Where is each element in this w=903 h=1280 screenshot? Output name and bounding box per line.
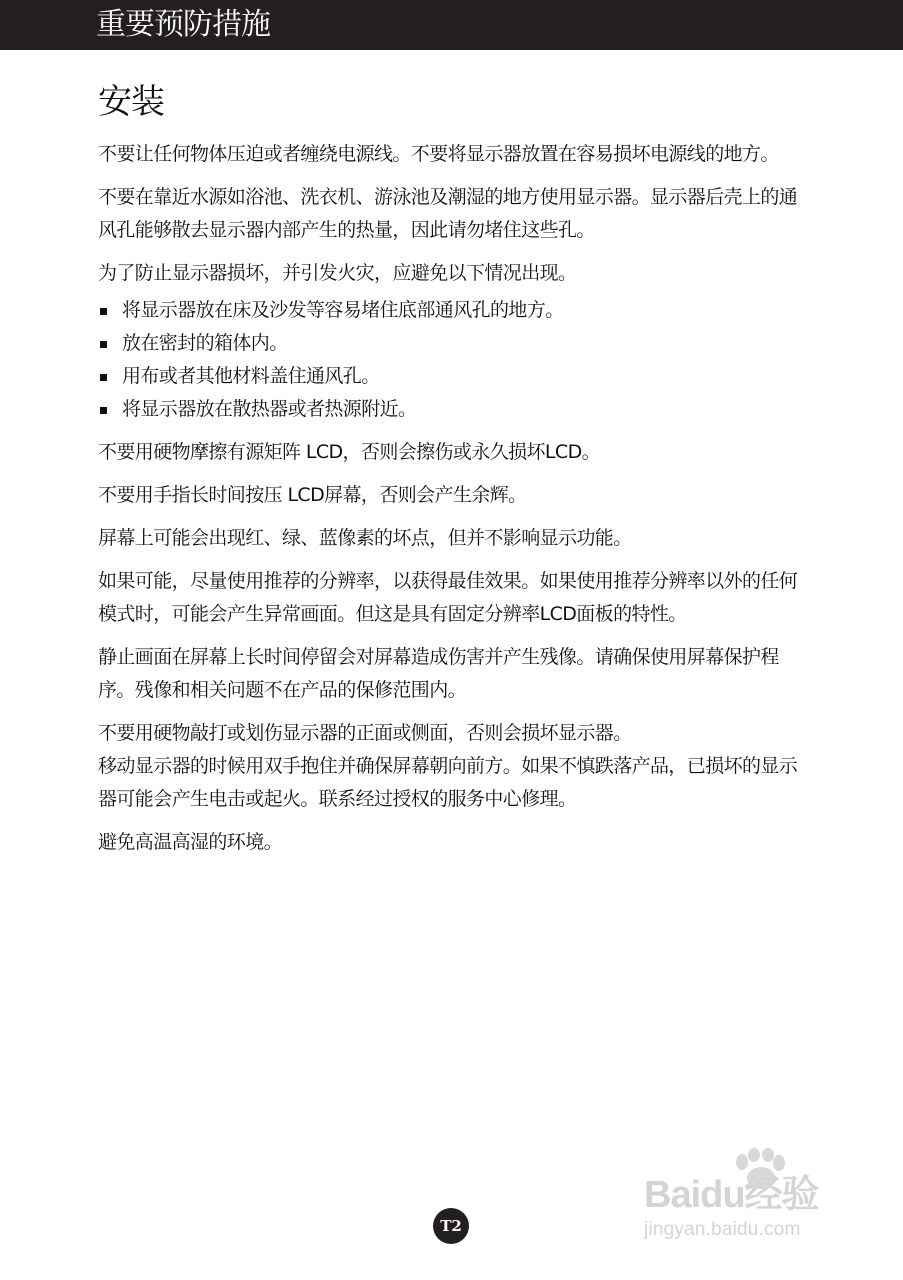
list-item	[98, 294, 810, 327]
content-body	[98, 138, 810, 869]
list-item	[98, 327, 810, 360]
paragraph: 不要用硬物敲打或划伤显示器的正面或侧面，否则会损坏显示器。	[98, 722, 632, 744]
baidu-watermark	[640, 1148, 870, 1244]
header-title: 重要预防措施	[96, 7, 270, 42]
paragraph: 不要用硬物摩擦有源矩阵 LCD，否则会擦伤或永久损坏LCD。	[98, 441, 601, 463]
paragraph: 移动显示器的时候用双手抱住并确保屏幕朝向前方。如果不慎跌落产品，已损坏的显示器可能会产生电击或起火。联系经过授权的服务中心修理。	[98, 755, 798, 810]
header-bar	[0, 0, 903, 50]
paragraph: 为了防止显示器损坏，并引发火灾，应避免以下情况出现。	[98, 262, 577, 284]
list-item-text: 放在密封的箱体内。	[122, 332, 288, 354]
paragraph: 屏幕上可能会出现红、绿、蓝像素的坏点，但并不影响显示功能。	[98, 527, 632, 549]
watermark-logo-text: Baidu经验	[644, 1174, 819, 1216]
section-title: 安装	[98, 82, 164, 122]
paragraph: 静止画面在屏幕上长时间停留会对屏幕造成伤害并产生残像。请确保使用屏幕保护程序。残像和相关问题不在产品的保修范围内。	[98, 646, 779, 701]
paragraph: 不要让任何物体压迫或者缠绕电源线。不要将显示器放置在容易损坏电源线的地方。	[98, 143, 779, 165]
list-item-text: 将显示器放在散热器或者热源附近。	[122, 398, 417, 420]
paragraph: 不要用手指长时间按压 LCD屏幕，否则会产生余辉。	[98, 484, 527, 506]
list-item-text: 用布或者其他材料盖住通风孔。	[122, 365, 380, 387]
list-item-text: 将显示器放在床及沙发等容易堵住底部通风孔的地方。	[122, 299, 564, 321]
watermark-url: jingyan.baidu.com	[644, 1219, 801, 1240]
page-number-badge: T2	[433, 1208, 469, 1244]
square-bullet-icon	[100, 341, 107, 348]
list-item	[98, 360, 810, 393]
square-bullet-icon	[100, 374, 107, 381]
paragraph: 如果可能，尽量使用推荐的分辨率，以获得最佳效果。如果使用推荐分辨率以外的任何模式时，可能会产生异常画面。但这是具有固定分辨率LCD面板的特性。	[98, 570, 798, 625]
square-bullet-icon	[100, 308, 107, 315]
list-item	[98, 393, 810, 426]
bullet-list	[98, 294, 810, 426]
paragraph: 不要在靠近水源如浴池、洗衣机、游泳池及潮湿的地方使用显示器。显示器后壳上的通风孔能够散去显示器内部产生的热量，因此请勿堵住这些孔。	[98, 186, 798, 241]
paragraph: 避免高温高湿的环境。	[98, 831, 283, 853]
square-bullet-icon	[100, 407, 107, 414]
